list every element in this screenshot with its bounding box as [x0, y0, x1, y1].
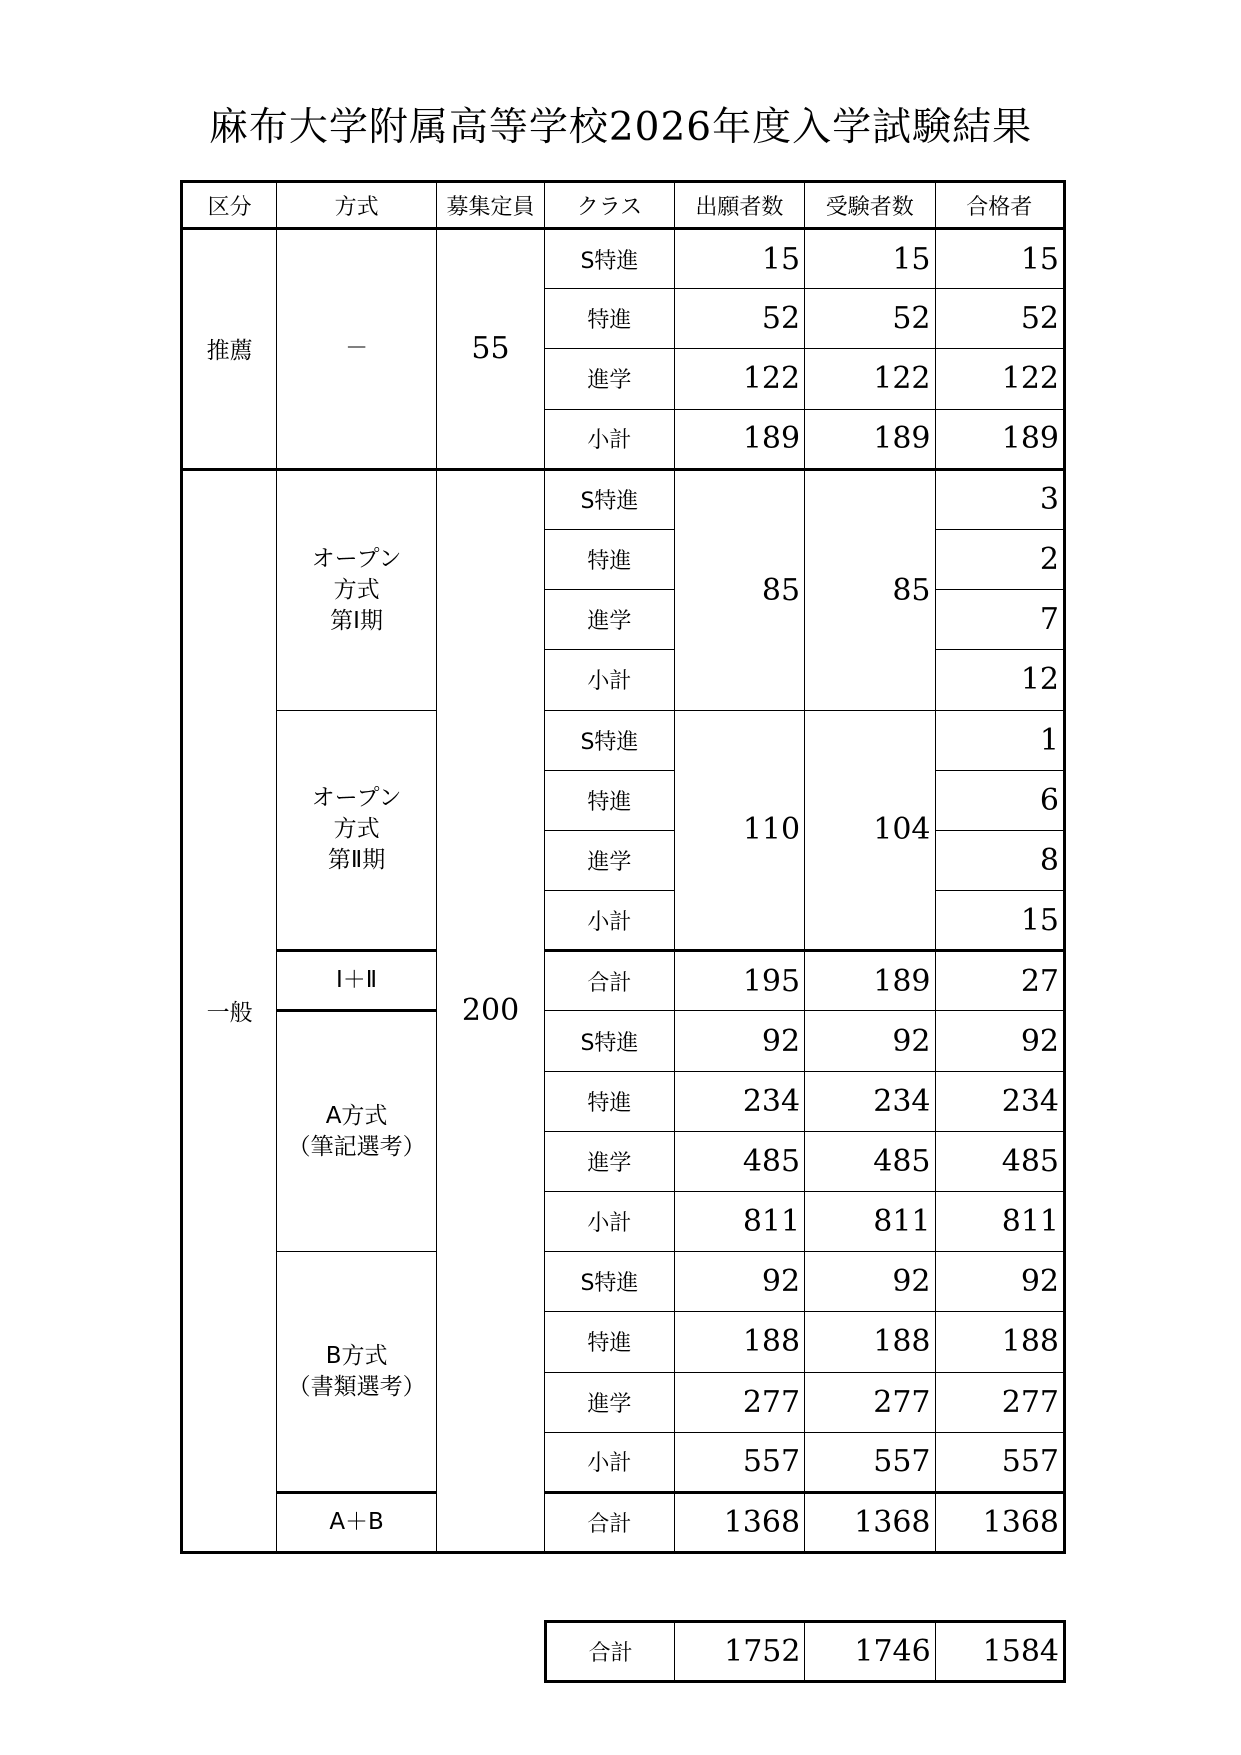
header-applicants: 出願者数	[674, 182, 804, 229]
class-cell: S特進	[545, 710, 674, 770]
class-cell: 特進	[545, 1071, 674, 1131]
passed-cell: 1	[935, 710, 1064, 770]
applicants-cell: 52	[674, 289, 804, 349]
applicants-cell: 234	[674, 1071, 804, 1131]
header-capacity: 募集定員	[436, 182, 544, 229]
applicants-cell: 557	[674, 1432, 804, 1492]
table-row	[182, 710, 1065, 770]
method-line: B方式	[325, 1342, 388, 1369]
results-table	[180, 180, 1066, 1554]
passed-cell: 15	[935, 229, 1064, 289]
header-method: 方式	[277, 182, 437, 229]
applicants-cell: 92	[674, 1252, 804, 1312]
class-cell: 合計	[545, 1492, 674, 1552]
applicants-cell: 188	[674, 1312, 804, 1372]
grand-total-applicants: 1752	[675, 1622, 805, 1682]
header-examinees: 受験者数	[805, 182, 935, 229]
examinees-cell: 189	[805, 951, 935, 1011]
examinees-cell: 52	[805, 289, 935, 349]
method-cell	[277, 710, 437, 951]
method-line: オープン	[311, 785, 402, 812]
applicants-cell: 92	[674, 1011, 804, 1071]
page-title: 麻布大学附属高等学校2026年度入学試験結果	[208, 105, 1033, 150]
method-cell: A＋B	[277, 1492, 437, 1552]
class-cell: 進学	[545, 590, 674, 650]
passed-cell: 52	[935, 289, 1064, 349]
passed-cell: 122	[935, 349, 1064, 409]
header-passed: 合格者	[935, 182, 1064, 229]
method-cell: Ⅰ＋Ⅱ	[277, 951, 437, 1011]
examinees-cell: 277	[805, 1372, 935, 1432]
applicants-cell: 189	[674, 409, 804, 469]
method-line: オープン	[311, 545, 402, 572]
passed-cell: 92	[935, 1011, 1064, 1071]
method-cell	[277, 469, 437, 710]
applicants-cell: 122	[674, 349, 804, 409]
class-cell: 特進	[545, 289, 674, 349]
class-cell: 小計	[545, 409, 674, 469]
examinees-cell: 92	[805, 1011, 935, 1071]
method-line: 方式	[333, 576, 380, 603]
passed-cell: 811	[935, 1192, 1064, 1252]
category-cell: 一般	[182, 469, 277, 1552]
method-line: （筆記選考）	[287, 1133, 426, 1160]
table-row	[182, 951, 1065, 1011]
examinees-cell: 1368	[805, 1492, 935, 1552]
passed-cell: 27	[935, 951, 1064, 1011]
examinees-cell: 234	[805, 1071, 935, 1131]
examinees-cell: 85	[805, 469, 935, 710]
applicants-cell: 85	[674, 469, 804, 710]
table-row	[182, 1252, 1065, 1312]
grand-total-label: 合計	[546, 1622, 675, 1682]
method-line: 第Ⅱ期	[327, 847, 386, 874]
class-cell: S特進	[545, 1011, 674, 1071]
passed-cell: 277	[935, 1372, 1064, 1432]
class-cell: 進学	[545, 1131, 674, 1191]
class-cell: S特進	[545, 1252, 674, 1312]
header-category: 区分	[182, 182, 277, 229]
class-cell: 小計	[545, 1192, 674, 1252]
header-row	[182, 182, 1065, 229]
applicants-cell: 195	[674, 951, 804, 1011]
class-cell: 合計	[545, 951, 674, 1011]
grand-total-examinees: 1746	[805, 1622, 935, 1682]
method-cell	[277, 1011, 437, 1252]
applicants-cell: 485	[674, 1131, 804, 1191]
passed-cell: 557	[935, 1432, 1064, 1492]
passed-cell: 7	[935, 590, 1064, 650]
method-cell: －	[277, 229, 437, 470]
passed-cell: 3	[935, 469, 1064, 529]
passed-cell: 189	[935, 409, 1064, 469]
applicants-cell: 110	[674, 710, 804, 951]
class-cell: 特進	[545, 1312, 674, 1372]
passed-cell: 92	[935, 1252, 1064, 1312]
table-row	[182, 469, 1065, 529]
applicants-cell: 277	[674, 1372, 804, 1432]
class-cell: S特進	[545, 229, 674, 289]
category-cell: 推薦	[182, 229, 277, 470]
class-cell: 進学	[545, 349, 674, 409]
examinees-cell: 485	[805, 1131, 935, 1191]
method-cell	[277, 1252, 437, 1493]
class-cell: 小計	[545, 650, 674, 710]
table-row	[182, 1011, 1065, 1071]
examinees-cell: 92	[805, 1252, 935, 1312]
capacity-cell: 55	[436, 229, 544, 470]
method-line: 方式	[333, 816, 380, 843]
passed-cell: 8	[935, 830, 1064, 890]
grand-total-row	[546, 1622, 1065, 1682]
grand-total-passed: 1584	[935, 1622, 1064, 1682]
method-line: A方式	[325, 1102, 388, 1129]
class-cell: S特進	[545, 469, 674, 529]
passed-cell: 1368	[935, 1492, 1064, 1552]
passed-cell: 234	[935, 1071, 1064, 1131]
passed-cell: 12	[935, 650, 1064, 710]
capacity-cell: 200	[436, 469, 544, 1552]
grand-total-table	[544, 1620, 1066, 1683]
examinees-cell: 189	[805, 409, 935, 469]
examinees-cell: 188	[805, 1312, 935, 1372]
examinees-cell: 15	[805, 229, 935, 289]
class-cell: 小計	[545, 1432, 674, 1492]
class-cell: 進学	[545, 1372, 674, 1432]
method-line: 第Ⅰ期	[330, 607, 383, 634]
class-cell: 進学	[545, 830, 674, 890]
examinees-cell: 122	[805, 349, 935, 409]
examinees-cell: 557	[805, 1432, 935, 1492]
passed-cell: 188	[935, 1312, 1064, 1372]
passed-cell: 6	[935, 770, 1064, 830]
class-cell: 小計	[545, 891, 674, 951]
passed-cell: 2	[935, 529, 1064, 589]
method-line: （書類選考）	[287, 1373, 426, 1400]
applicants-cell: 15	[674, 229, 804, 289]
applicants-cell: 1368	[674, 1492, 804, 1552]
examinees-cell: 104	[805, 710, 935, 951]
examinees-cell: 811	[805, 1192, 935, 1252]
passed-cell: 485	[935, 1131, 1064, 1191]
class-cell: 特進	[545, 529, 674, 589]
table-row	[182, 1492, 1065, 1552]
table-row	[182, 229, 1065, 289]
class-cell: 特進	[545, 770, 674, 830]
header-class: クラス	[545, 182, 674, 229]
passed-cell: 15	[935, 891, 1064, 951]
applicants-cell: 811	[674, 1192, 804, 1252]
